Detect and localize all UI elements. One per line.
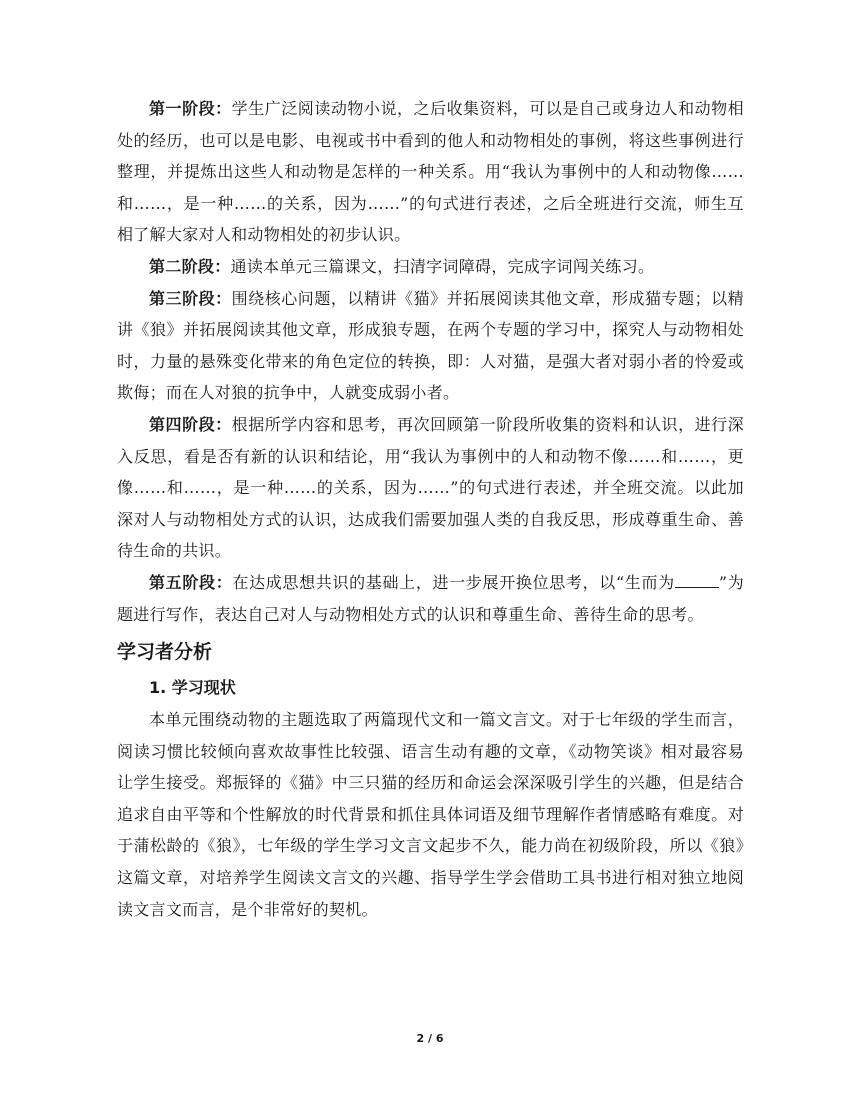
stage1-label: 第一阶段：: [149, 99, 232, 118]
document-page: [117, 93, 744, 925]
learner-analysis-paragraph: 本单元围绕动物的主题选取了两篇现代文和一篇文言文。对于七年级的学生而言，阅读习惯比较倾向喜欢故事性比较强、语言生动有趣的文章，《动物笑谈》相对最容易让学生接受。郑振铎的《猫》中三只猫的经历和命运会深深吸引学生的兴趣，但是结合追求自由平等和个性解放的时代背景和抓住具体词语及细节理解作者情感略有难度。对于蒲松龄的《狼》，七年级的学生学习文言文起步不久，能力尚在初级阶段，所以《狼》这篇文章，对培养学生阅读文言文的兴趣、指导学生学会借助工具书进行相对独立地阅读文言文而言，是个非常好的契机。: [117, 710, 744, 919]
stage4-label: 第四阶段：: [149, 414, 232, 434]
stage2-label: 第二阶段：: [149, 256, 231, 276]
stage3-label: 第三阶段：: [149, 288, 232, 308]
stage1-text: 学生广泛阅读动物小说，之后收集资料，可以是自己或身边人和动物相处的经历，也可以是电影、电视或书中看到的他人和动物相处的事例，将这些事例进行整理，并提炼出这些人和动物是怎样的一种关系。用“我认为事例中的人和动物像……和……，是一种……的关系，因为……”的句式进行表述，之后全班进行交流，师生互相了解大家对人和动物相处的初步认识。: [117, 99, 744, 245]
stage3-text: 围绕核心问题，以精讲《猫》并拓展阅读其他文章，形成猫专题；以精讲《狼》并拓展阅读其他文章，形成狼专题，在两个专题的学习中，探究人与动物相处时，力量的悬殊变化带来的角色定位的转换，即：人对猫，是强大者对弱小者的怜爱或欺侮；而在人对狼的抗争中，人就变成弱小者。: [117, 288, 744, 403]
sub-heading: 1. 学习现状: [149, 678, 236, 698]
section-heading: 学习者分析: [117, 641, 213, 664]
stage5-text-before: 在达成思想共识的基础上，进一步展开换位思考，以“生而为: [232, 572, 675, 592]
stage4-text: 根据所学内容和思考，再次回顾第一阶段所收集的资料和认识，进行深入反思，看是否有新的认识和结论，用“我认为事例中的人和动物不像……和……，更像……和……，是一种……的关系，因为……”的句式进行表述，并全班交流。以此加深对人与动物相处方式的认识，达成我们需要加强人类的自我反思，形成尊重生命、善待生命的共识。: [117, 414, 744, 561]
stage5-label: 第五阶段：: [149, 572, 233, 592]
fill-in-blank: [675, 573, 719, 588]
stage5-paragraph: [117, 567, 744, 630]
stage2-paragraph: [117, 251, 744, 283]
stage1-paragraph: [117, 93, 744, 251]
stage5-text-after: ”为题进行写作，表达自己对人与动物相处方式的认识和尊重生命、善待生命的思考。: [117, 572, 744, 624]
stage3-paragraph: [117, 283, 744, 409]
stage2-text: 通读本单元三篇课文，扫清字词障碍，完成字词闯关练习。: [230, 256, 655, 276]
stage4-paragraph: [117, 409, 744, 567]
page-number: 2 / 6: [416, 1032, 444, 1045]
